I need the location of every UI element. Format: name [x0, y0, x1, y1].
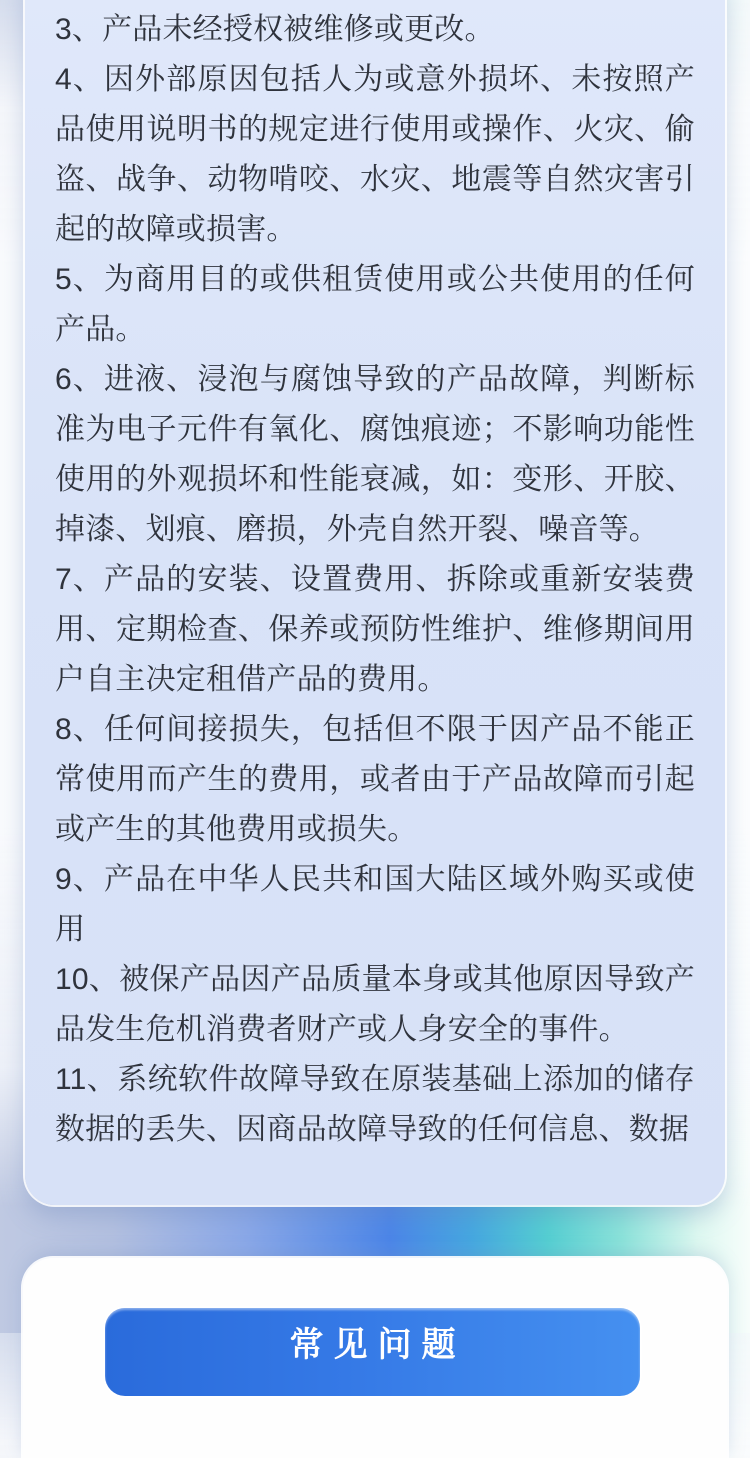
terms-item: 5、为商用目的或供租赁使用或公共使用的任何产品。 [55, 263, 695, 346]
warranty-terms-card [25, 0, 725, 1205]
terms-item: 11、系统软件故障导致在原装基础上添加的储存数据的丢失、因商品故障导致的任何信息、数据 [55, 1063, 695, 1146]
terms-item: 4、因外部原因包括人为或意外损坏、未按照产品使用说明书的规定进行使用或操作、火灾、偷盗、战争、动物啃咬、水灾、地震等自然灾害引起的故障或损害。 [55, 63, 695, 246]
terms-item: 7、产品的安装、设置费用、拆除或重新安装费用、定期检查、保养或预防性维护、维修期间用户自主决定租借产品的费用。 [55, 563, 695, 696]
faq-section-card [23, 1258, 727, 1458]
terms-item: 3、产品未经授权被维修或更改。 [55, 13, 495, 46]
faq-button-label: 常见问题 [289, 1326, 466, 1364]
terms-item: 6、进液、浸泡与腐蚀导致的产品故障，判断标准为电子元件有氧化、腐蚀痕迹；不影响功能性使用的外观损坏和性能衰减，如：变形、开胶、掉漆、划痕、磨损，外壳自然开裂、噪音等。 [55, 363, 695, 546]
terms-item: 10、被保产品因产品质量本身或其他原因导致产品发生危机消费者财产或人身安全的事件。 [55, 963, 695, 1046]
terms-item: 9、产品在中华人民共和国大陆区域外购买或使用 [55, 863, 695, 946]
terms-item: 8、任何间接损失，包括但不限于因产品不能正常使用而产生的费用，或者由于产品故障而引起或产生的其他费用或损失。 [55, 713, 695, 846]
faq-button[interactable] [105, 1308, 640, 1396]
